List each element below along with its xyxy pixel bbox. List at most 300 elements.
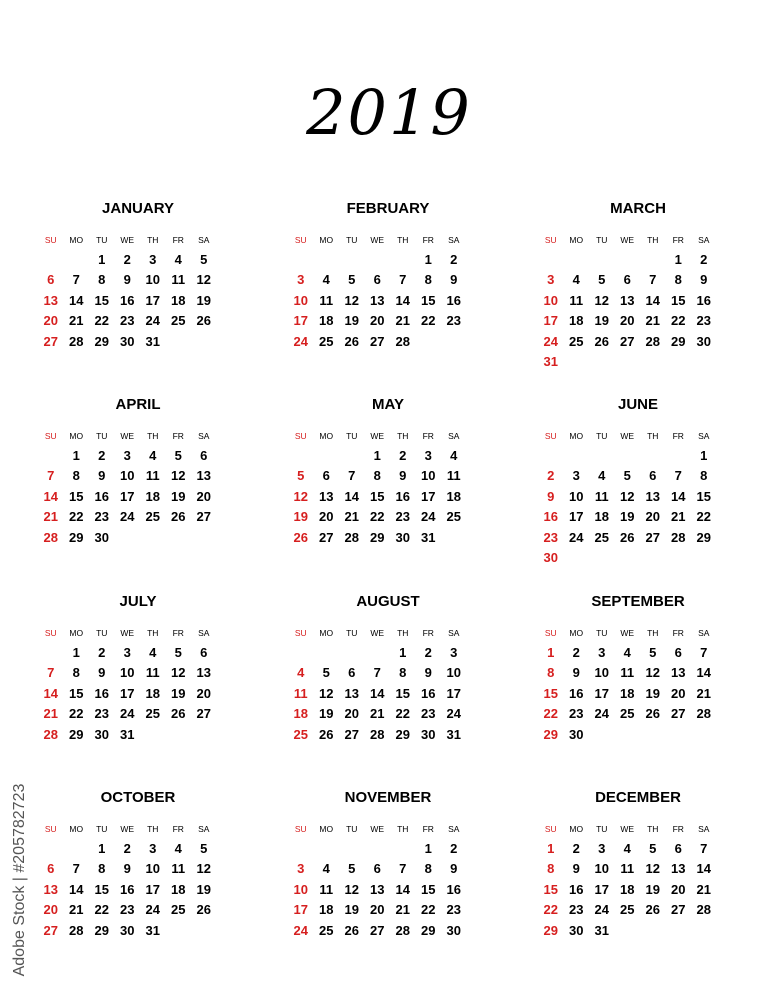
day-cell: 20 — [344, 706, 359, 721]
day-cell: 13 — [43, 881, 58, 897]
weekday-label: WE — [370, 235, 385, 245]
day-cell: 9 — [123, 272, 131, 287]
day-cell: 14 — [69, 292, 84, 308]
day-cell: 25 — [620, 706, 635, 721]
month-may — [288, 396, 488, 576]
day-cell: 12 — [319, 685, 334, 701]
day-cell: 24 — [569, 529, 584, 545]
day-cell: 3 — [424, 448, 432, 463]
weekday-label: TH — [647, 431, 659, 441]
weekday-label: FR — [172, 235, 184, 245]
day-cell: 28 — [69, 333, 84, 349]
day-cell: 7 — [649, 272, 657, 287]
day-cell: 7 — [47, 665, 55, 680]
day-cell: 14 — [696, 665, 711, 680]
day-cell: 22 — [543, 902, 558, 917]
day-cell: 22 — [395, 706, 410, 721]
day-cell: 16 — [94, 488, 109, 504]
day-cell: 2 — [572, 645, 580, 660]
day-cell: 18 — [620, 685, 635, 701]
day-cell: 31 — [594, 922, 609, 938]
day-cell: 3 — [297, 861, 305, 876]
day-cell: 9 — [700, 272, 708, 287]
day-cell: 12 — [171, 665, 186, 680]
day-cell: 15 — [94, 292, 109, 308]
weekday-label: TU — [96, 235, 108, 245]
day-cell: 26 — [594, 333, 609, 349]
day-cell: 19 — [620, 509, 635, 524]
weekday-label: SU — [44, 235, 57, 245]
weekday-label: FR — [172, 431, 184, 441]
day-cell: 6 — [623, 272, 631, 287]
day-cell: 16 — [120, 292, 135, 308]
day-cell: 17 — [446, 685, 461, 701]
day-cell: 4 — [174, 841, 182, 856]
day-cell: 3 — [123, 448, 131, 463]
weekday-label: SU — [544, 431, 557, 441]
day-cell: 20 — [196, 685, 211, 701]
month-october — [38, 789, 238, 969]
weekday-label: FR — [422, 824, 434, 834]
day-cell: 3 — [450, 645, 458, 660]
day-cell: 1 — [98, 252, 106, 267]
day-cell: 29 — [69, 726, 84, 742]
day-cell: 9 — [424, 665, 432, 680]
day-cell: 16 — [421, 685, 436, 701]
day-cell: 29 — [69, 529, 84, 545]
day-cell: 29 — [370, 529, 385, 545]
weekday-label: FR — [672, 628, 684, 638]
day-cell: 30 — [120, 333, 135, 349]
day-cell: 12 — [344, 292, 359, 308]
day-cell: 28 — [69, 922, 84, 938]
day-cell: 11 — [620, 665, 635, 680]
day-cell: 10 — [145, 272, 160, 287]
day-cell: 9 — [450, 272, 458, 287]
day-cell: 10 — [293, 292, 308, 308]
day-cell: 26 — [196, 902, 211, 917]
day-cell: 7 — [72, 861, 80, 876]
day-cell: 28 — [43, 529, 58, 545]
day-cell: 9 — [123, 861, 131, 876]
day-cell: 28 — [43, 726, 58, 742]
weekday-label: SU — [44, 628, 57, 638]
watermark-text: Adobe Stock | #205782723 — [11, 783, 28, 977]
day-cell: 28 — [395, 333, 410, 349]
day-cell: 26 — [645, 706, 660, 721]
day-cell: 25 — [594, 529, 609, 545]
month-name: JUNE — [617, 396, 658, 413]
stock-watermark — [8, 765, 32, 995]
weekday-label: FR — [672, 431, 684, 441]
day-cell: 5 — [322, 665, 330, 680]
weekday-label: TH — [397, 235, 409, 245]
weekday-label: TU — [596, 628, 608, 638]
day-cell: 31 — [120, 726, 135, 742]
day-cell: 15 — [69, 488, 84, 504]
day-cell: 25 — [171, 902, 186, 917]
day-cell: 24 — [145, 902, 160, 917]
day-cell: 19 — [344, 902, 359, 917]
weekday-label: FR — [172, 824, 184, 834]
day-cell: 17 — [594, 881, 609, 897]
day-cell: 12 — [594, 292, 609, 308]
month-name: MAY — [372, 396, 404, 413]
day-cell: 20 — [620, 313, 635, 328]
weekday-label: SU — [294, 824, 307, 834]
day-cell: 10 — [594, 665, 609, 680]
day-cell: 11 — [319, 881, 334, 897]
weekday-label: TH — [647, 235, 659, 245]
day-cell: 2 — [424, 645, 432, 660]
day-cell: 14 — [69, 881, 84, 897]
day-cell: 21 — [645, 313, 660, 328]
day-cell: 24 — [594, 902, 609, 917]
day-cell: 3 — [149, 252, 157, 267]
day-cell: 9 — [547, 488, 555, 504]
weekday-label: MO — [69, 824, 84, 834]
day-cell: 19 — [594, 313, 609, 328]
weekday-label: MO — [319, 235, 334, 245]
day-cell: 7 — [700, 645, 708, 660]
day-cell: 5 — [174, 645, 182, 660]
day-cell: 30 — [395, 529, 410, 545]
day-cell: 11 — [620, 861, 635, 876]
day-cell: 19 — [171, 488, 186, 504]
day-cell: 7 — [47, 468, 55, 483]
day-cell: 29 — [671, 333, 686, 349]
day-cell: 20 — [43, 313, 58, 328]
day-cell: 21 — [395, 313, 410, 328]
day-cell: 30 — [94, 726, 109, 742]
day-cell: 19 — [196, 881, 211, 897]
day-cell: 6 — [373, 272, 381, 287]
day-cell: 25 — [171, 313, 186, 328]
day-cell: 1 — [72, 645, 80, 660]
day-cell: 6 — [47, 272, 55, 287]
day-cell: 9 — [572, 665, 580, 680]
day-cell: 20 — [671, 685, 686, 701]
day-cell: 23 — [120, 313, 135, 328]
month-january — [38, 200, 238, 380]
day-cell: 21 — [671, 509, 686, 524]
day-cell: 3 — [598, 841, 606, 856]
day-cell: 15 — [421, 292, 436, 308]
day-cell: 24 — [594, 706, 609, 721]
day-cell: 15 — [395, 685, 410, 701]
day-cell: 28 — [671, 529, 686, 545]
day-cell: 10 — [543, 292, 558, 308]
weekday-label: SU — [544, 628, 557, 638]
month-name: JANUARY — [102, 200, 174, 217]
day-cell: 4 — [623, 841, 631, 856]
day-cell: 6 — [674, 841, 682, 856]
day-cell: 11 — [145, 468, 160, 483]
day-cell: 5 — [297, 468, 305, 483]
day-cell: 17 — [569, 509, 584, 524]
day-cell: 11 — [171, 272, 186, 287]
day-cell: 16 — [446, 292, 461, 308]
day-cell: 29 — [696, 529, 711, 545]
day-cell: 14 — [370, 685, 385, 701]
day-cell: 11 — [569, 292, 584, 308]
day-cell: 25 — [145, 509, 160, 524]
day-cell: 18 — [319, 313, 334, 328]
weekday-label: TH — [147, 824, 159, 834]
day-cell: 18 — [145, 488, 160, 504]
day-cell: 4 — [572, 272, 580, 287]
weekday-label: SU — [294, 628, 307, 638]
day-cell: 1 — [72, 448, 80, 463]
day-cell: 13 — [370, 881, 385, 897]
day-cell: 24 — [145, 313, 160, 328]
day-cell: 4 — [623, 645, 631, 660]
day-cell: 5 — [649, 841, 657, 856]
day-cell: 10 — [145, 861, 160, 876]
day-cell: 4 — [322, 272, 330, 287]
weekday-label: MO — [69, 431, 84, 441]
weekday-label: SA — [698, 628, 710, 638]
weekday-label: TU — [96, 824, 108, 834]
day-cell: 15 — [94, 881, 109, 897]
day-cell: 25 — [293, 726, 308, 742]
weekday-label: SA — [198, 235, 210, 245]
day-cell: 17 — [120, 488, 135, 504]
day-cell: 8 — [98, 861, 106, 876]
day-cell: 29 — [543, 726, 558, 742]
day-cell: 23 — [446, 902, 461, 917]
month-name: AUGUST — [356, 593, 420, 610]
day-cell: 23 — [543, 529, 558, 545]
day-cell: 13 — [43, 292, 58, 308]
day-cell: 13 — [344, 685, 359, 701]
day-cell: 1 — [547, 645, 555, 660]
weekday-label: WE — [370, 628, 385, 638]
weekday-label: TU — [346, 824, 358, 834]
day-cell: 10 — [293, 881, 308, 897]
year-title: 2019 — [306, 76, 472, 149]
day-cell: 24 — [421, 509, 436, 524]
weekday-label: MO — [319, 824, 334, 834]
day-cell: 9 — [572, 861, 580, 876]
weekday-label: MO — [569, 235, 584, 245]
day-cell: 2 — [450, 252, 458, 267]
day-cell: 2 — [98, 645, 106, 660]
day-cell: 20 — [43, 902, 58, 917]
day-cell: 16 — [395, 488, 410, 504]
month-february — [288, 200, 488, 380]
weekday-label: SU — [544, 235, 557, 245]
weekday-label: FR — [422, 235, 434, 245]
day-cell: 18 — [446, 488, 461, 504]
day-cell: 31 — [543, 354, 558, 369]
weekday-label: TH — [397, 824, 409, 834]
day-cell: 6 — [200, 448, 208, 463]
day-cell: 25 — [446, 509, 461, 524]
day-cell: 28 — [344, 529, 359, 545]
month-december — [538, 789, 738, 969]
weekday-label: FR — [422, 431, 434, 441]
day-cell: 7 — [674, 468, 682, 483]
day-cell: 4 — [174, 252, 182, 267]
day-cell: 9 — [450, 861, 458, 876]
day-cell: 17 — [145, 292, 160, 308]
day-cell: 30 — [696, 333, 711, 349]
day-cell: 10 — [421, 468, 436, 483]
day-cell: 11 — [594, 488, 609, 504]
day-cell: 4 — [450, 448, 458, 463]
day-cell: 27 — [671, 902, 686, 917]
day-cell: 26 — [293, 529, 308, 545]
day-cell: 26 — [344, 922, 359, 938]
weekday-label: SA — [448, 824, 460, 834]
day-cell: 27 — [344, 726, 359, 742]
day-cell: 15 — [421, 881, 436, 897]
day-cell: 5 — [200, 252, 208, 267]
day-cell: 6 — [373, 861, 381, 876]
weekday-label: TU — [346, 431, 358, 441]
day-cell: 11 — [145, 665, 160, 680]
day-cell: 22 — [543, 706, 558, 721]
day-cell: 8 — [547, 665, 555, 680]
day-cell: 27 — [370, 333, 385, 349]
day-cell: 31 — [421, 529, 436, 545]
day-cell: 8 — [98, 272, 106, 287]
day-cell: 8 — [424, 272, 432, 287]
weekday-label: WE — [120, 824, 135, 834]
day-cell: 14 — [43, 685, 58, 701]
day-cell: 26 — [319, 726, 334, 742]
day-cell: 6 — [649, 468, 657, 483]
weekday-label: TU — [596, 431, 608, 441]
day-cell: 12 — [344, 881, 359, 897]
day-cell: 8 — [700, 468, 708, 483]
day-cell: 11 — [319, 292, 334, 308]
weekday-label: SA — [448, 235, 460, 245]
weekday-label: WE — [120, 235, 135, 245]
day-cell: 21 — [696, 881, 711, 897]
weekday-label: WE — [620, 824, 635, 834]
weekday-label: WE — [370, 431, 385, 441]
day-cell: 14 — [43, 488, 58, 504]
day-cell: 17 — [543, 313, 558, 328]
day-cell: 17 — [293, 902, 308, 917]
weekday-label: WE — [120, 431, 135, 441]
weekday-label: SA — [698, 824, 710, 834]
day-cell: 27 — [370, 922, 385, 938]
day-cell: 28 — [395, 922, 410, 938]
weekday-label: WE — [620, 628, 635, 638]
day-cell: 23 — [446, 313, 461, 328]
day-cell: 13 — [620, 292, 635, 308]
day-cell: 21 — [43, 509, 58, 524]
day-cell: 26 — [620, 529, 635, 545]
month-april — [38, 396, 238, 576]
month-name: SEPTEMBER — [591, 593, 685, 610]
day-cell: 23 — [569, 706, 584, 721]
weekday-label: SU — [294, 431, 307, 441]
day-cell: 2 — [572, 841, 580, 856]
month-name: MARCH — [610, 200, 666, 217]
day-cell: 10 — [120, 468, 135, 483]
day-cell: 27 — [43, 333, 58, 349]
month-name: OCTOBER — [100, 789, 176, 806]
weekday-label: MO — [319, 431, 334, 441]
day-cell: 14 — [395, 292, 410, 308]
day-cell: 28 — [645, 333, 660, 349]
day-cell: 24 — [543, 333, 558, 349]
weekday-label: SU — [44, 824, 57, 834]
day-cell: 2 — [547, 468, 555, 483]
weekday-label: FR — [422, 628, 434, 638]
day-cell: 5 — [200, 841, 208, 856]
day-cell: 12 — [171, 468, 186, 483]
day-cell: 1 — [424, 252, 432, 267]
day-cell: 2 — [399, 448, 407, 463]
day-cell: 21 — [395, 902, 410, 917]
day-cell: 30 — [120, 922, 135, 938]
weekday-label: TU — [96, 431, 108, 441]
day-cell: 7 — [399, 272, 407, 287]
day-cell: 6 — [47, 861, 55, 876]
day-cell: 14 — [696, 861, 711, 876]
month-march — [538, 200, 738, 380]
day-cell: 11 — [293, 685, 308, 701]
day-cell: 13 — [319, 488, 334, 504]
day-cell: 5 — [598, 272, 606, 287]
day-cell: 7 — [348, 468, 356, 483]
day-cell: 6 — [322, 468, 330, 483]
day-cell: 14 — [645, 292, 660, 308]
day-cell: 21 — [69, 902, 84, 917]
day-cell: 20 — [196, 488, 211, 504]
day-cell: 10 — [446, 665, 461, 680]
day-cell: 17 — [421, 488, 436, 504]
day-cell: 19 — [344, 313, 359, 328]
day-cell: 13 — [645, 488, 660, 504]
weekday-label: FR — [672, 235, 684, 245]
day-cell: 4 — [322, 861, 330, 876]
weekday-label: FR — [172, 628, 184, 638]
day-cell: 20 — [671, 881, 686, 897]
day-cell: 6 — [200, 645, 208, 660]
day-cell: 12 — [196, 272, 211, 287]
day-cell: 27 — [620, 333, 635, 349]
day-cell: 9 — [399, 468, 407, 483]
weekday-label: SA — [448, 431, 460, 441]
day-cell: 30 — [569, 726, 584, 742]
day-cell: 31 — [145, 333, 160, 349]
day-cell: 22 — [94, 313, 109, 328]
day-cell: 3 — [572, 468, 580, 483]
day-cell: 28 — [696, 706, 711, 721]
day-cell: 20 — [370, 313, 385, 328]
day-cell: 16 — [446, 881, 461, 897]
day-cell: 3 — [123, 645, 131, 660]
weekday-label: SA — [698, 431, 710, 441]
weekday-label: MO — [69, 235, 84, 245]
day-cell: 18 — [145, 685, 160, 701]
day-cell: 30 — [94, 529, 109, 545]
weekday-label: SA — [698, 235, 710, 245]
day-cell: 14 — [344, 488, 359, 504]
day-cell: 26 — [171, 706, 186, 721]
day-cell: 29 — [543, 922, 558, 938]
weekday-label: TU — [596, 235, 608, 245]
day-cell: 16 — [696, 292, 711, 308]
day-cell: 22 — [69, 509, 84, 524]
day-cell: 12 — [645, 861, 660, 876]
